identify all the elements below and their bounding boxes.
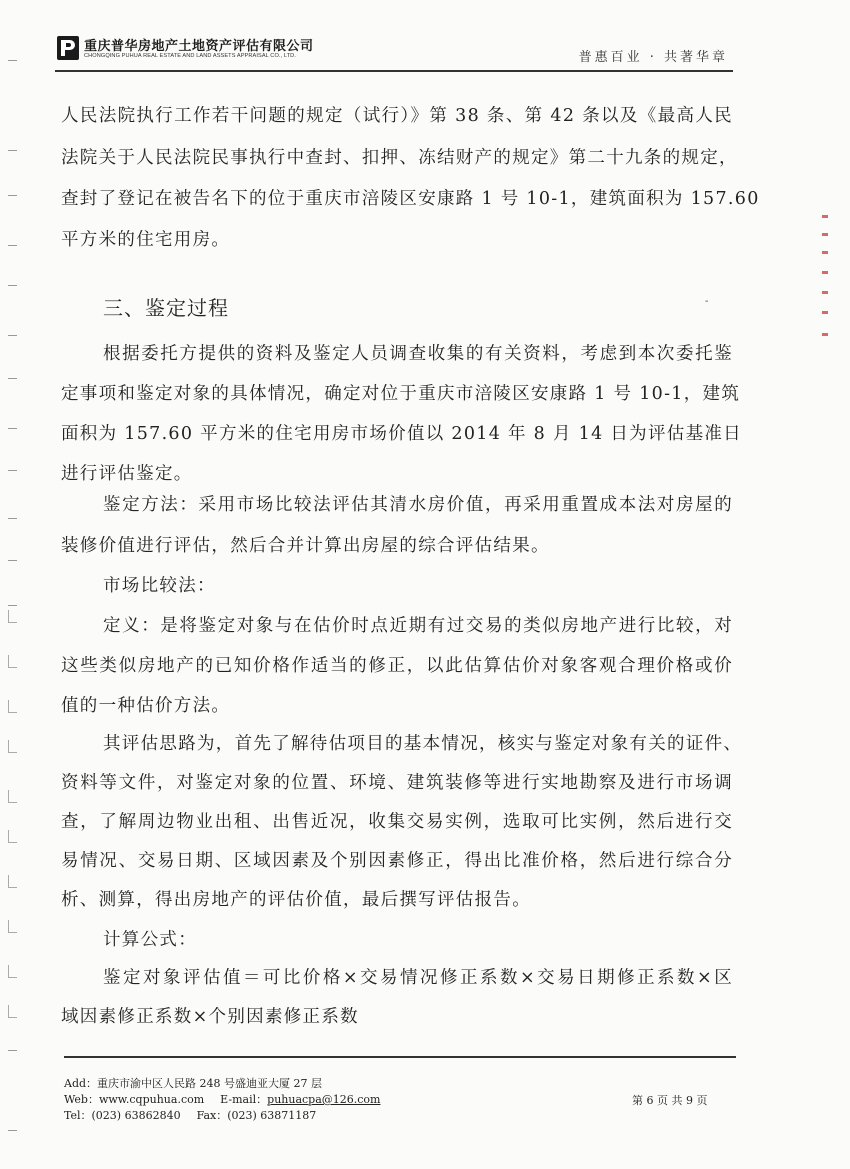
body-line: 法院关于人民法院民事执行中查封、扣押、冻结财产的规定》第二十九条的规定，	[61, 148, 738, 168]
footer-divider	[64, 1056, 736, 1058]
footer-web: Web：www.cqpuhua.com	[64, 1093, 205, 1106]
body-line: 市场比较法：	[103, 576, 216, 596]
company-slogan: 普惠百业 · 共著华章	[578, 50, 728, 65]
body-line: 域因素修正系数×个别因素修正系数	[61, 1007, 359, 1027]
body-line: 进行评估鉴定。	[61, 464, 193, 484]
body-line: 鉴定对象评估值＝可比价格×交易情况修正系数×交易日期修正系数×区	[103, 968, 733, 988]
body-line: 平方米的住宅用房。	[61, 230, 231, 250]
body-line: 查封了登记在被告名下的位于重庆市涪陵区安康路 1 号 10-1，建筑面积为 157.60	[61, 189, 760, 209]
section-heading: 三、鉴定过程	[103, 296, 229, 320]
footer-tel: Tel：(023) 63862840	[64, 1109, 181, 1122]
body-line: 面积为 157.60 平方米的住宅用房市场价值以 2014 年 8 月 14 日为评估基准日	[61, 424, 742, 444]
body-line: 定事项和鉴定对象的具体情况，确定对位于重庆市涪陵区安康路 1 号 10-1，建筑	[61, 384, 741, 404]
puhua-logo-icon	[56, 34, 80, 62]
body-line: 定义：是将鉴定对象与在估价时点近期有过交易的类似房地产进行比较，对	[103, 616, 733, 636]
body-line: 这些类似房地产的已知价格作适当的修正，以此估算估价对象客观合理价格或价	[61, 656, 733, 676]
footer-email-link[interactable]: puhuacpa@126.com	[267, 1093, 381, 1106]
body-line: 人民法院执行工作若干问题的规定（试行）》第 38 条、第 42 条以及《最高人民	[61, 106, 733, 126]
body-line: 鉴定方法：采用市场比较法评估其清水房价值，再采用重置成本法对房屋的	[103, 495, 733, 515]
footer-fax: Fax：(023) 63871187	[196, 1109, 317, 1122]
body-line: 值的一种估价方法。	[61, 696, 231, 716]
company-name-en: CHONGQING PUHUA REAL ESTATE AND LAND ASSETS APPRAISAL CO., LTD.	[84, 53, 296, 59]
body-line: 计算公式：	[103, 930, 197, 950]
binding-marks	[8, 0, 28, 1169]
footer-web-email	[64, 1092, 380, 1108]
letterhead	[50, 30, 740, 74]
body-line: 装修价值进行评估，然后合并计算出房屋的综合评估结果。	[61, 536, 550, 556]
page-number: 第 6 页 共 9 页	[632, 1094, 708, 1107]
body-line: 根据委托方提供的资料及鉴定人员调查收集的有关资料，考虑到本次委托鉴	[103, 344, 733, 364]
footer-address: Add：重庆市渝中区人民路 248 号盛迪亚大厦 27 层	[64, 1077, 323, 1090]
body-line: 查，了解周边物业出租、出售近况，收集交易实例，选取可比实例，然后进行交	[61, 812, 733, 832]
header-divider	[55, 70, 733, 72]
seal-edge-marks	[822, 215, 836, 355]
footer-contact	[64, 1076, 380, 1124]
footer-phones	[64, 1108, 380, 1124]
body-line: 易情况、交易日期、区域因素及个别因素修正，得出比准价格，然后进行综合分	[61, 851, 733, 871]
footer-email-label: E-mail：	[220, 1093, 268, 1106]
scan-mark: -	[705, 296, 709, 307]
body-line: 析、测算，得出房地产的评估价值，最后撰写评估报告。	[61, 890, 531, 910]
company-name-cn: 重庆普华房地产土地资产评估有限公司	[84, 39, 314, 54]
body-line: 资料等文件，对鉴定对象的位置、环境、建筑装修等进行实地勘察及进行市场调	[61, 773, 733, 793]
body-line: 其评估思路为，首先了解待估项目的基本情况，核实与鉴定对象有关的证件、	[103, 734, 743, 754]
